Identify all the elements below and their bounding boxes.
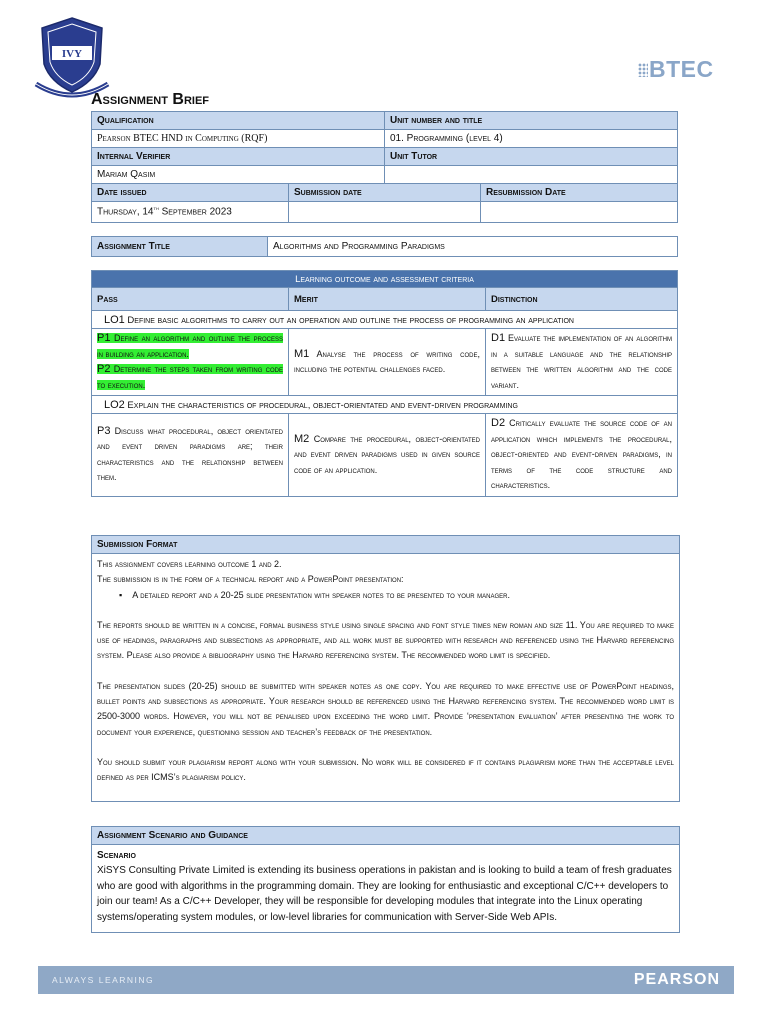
unit-tutor-value	[385, 166, 678, 184]
resubmission-date-value	[481, 202, 678, 223]
lo1-row: LO1 Define basic algorithms to carry out an operation and outline the process of programming an application	[92, 311, 678, 329]
distinction-label: Distinction	[486, 288, 678, 311]
btec-dots-icon	[638, 63, 648, 77]
d1-cell: D1 Evaluate the implementation of an algorithm in a suitable language and the relationship between the written algorithm and the code variant.	[486, 329, 678, 396]
pearson-logo: PEARSON	[633, 971, 720, 988]
submission-format-body	[92, 554, 679, 801]
qualification-label: Qualification	[92, 112, 385, 130]
internal-verifier-value: Mariam Qasim	[92, 166, 385, 184]
bullet-icon: ▪	[119, 589, 133, 600]
footer-bar	[38, 966, 734, 994]
submission-para-2: The presentation slides (20-25) should be submitted with speaker notes as one copy. You are required to make effective use of PowerPoint headings, bullet points and subsections as appropriate. Your research should be referenced using the Harvard referencing system. The recommended word limit is 2500-3000 words. However, you will not be penalised upon exceeding the word limit. Provide ‘presentation evaluation’ after presenting the work to document your experience, questioning session and teacher’s feedback of the presentation.	[97, 680, 674, 737]
scenario-header: Assignment Scenario and Guidance	[92, 827, 679, 845]
scenario-box	[91, 826, 680, 933]
scenario-subheader: Scenario	[97, 850, 136, 861]
internal-verifier-label: Internal Verifier	[92, 148, 385, 166]
submission-bullet: ▪ A detailed report and a 20-25 slide presentation with speaker notes to be presented to your manager.	[119, 589, 510, 600]
footer-tagline: ALWAYS LEARNING	[52, 975, 155, 985]
unit-tutor-label: Unit Tutor	[385, 148, 678, 166]
scenario-text: XiSYS Consulting Private Limited is extending its business operations in pakistan and is looking to build a team of fresh graduates who are good with algorithms in the programming domain. They are looking for enthusiastic and exceptional C/C++ developers to join our team! As a C/C++ Developer, they will be responsible for developing modules that integrate into the Linux operating systems/operating system modules, or low-level libraries for communication with Server-Side Web APIs.	[97, 865, 672, 923]
submission-line-1: This assignment covers learning outcome 1 and 2.	[97, 559, 282, 569]
assignment-title-value: Algorithms and Programming Paradigms	[268, 237, 678, 257]
brief-info-table	[91, 111, 678, 223]
btec-logo	[638, 56, 714, 83]
assignment-title-table	[91, 236, 678, 257]
criteria-header: Learning outcome and assessment criteria	[92, 271, 678, 288]
unit-label: Unit number and title	[385, 112, 678, 130]
page-title: Assignment Brief	[91, 91, 210, 108]
submission-para-3: You should submit your plagiarism report along with your submission. No work will be considered if it contains plagiarism more than the acceptable level defined as per ICMS’s plagiarism policy.	[97, 756, 674, 783]
criteria-table	[91, 270, 678, 497]
submission-line-2: The submission is in the form of a technical report and a PowerPoint presentation:	[97, 574, 404, 585]
submission-format-box	[91, 535, 680, 802]
scenario-body	[92, 845, 679, 932]
ivy-logo	[32, 14, 112, 100]
btec-logo-text: BTEC	[649, 56, 714, 82]
d2-cell: D2 Critically evaluate the source code of an application which implements the procedural, object-oriented and event-driven paradigms, in terms of the code structure and characteristics.	[486, 414, 678, 497]
date-issued-label: Date issued	[92, 184, 289, 202]
qualification-value: Pearson BTEC HND in Computing (RQF)	[92, 130, 385, 148]
submission-format-header: Submission Format	[92, 536, 679, 554]
assignment-title-label: Assignment Title	[92, 237, 268, 257]
p1-p2-cell: P1 Define an algorithm and outline the process in building an application. P2 Determine the steps taken from writing code to execution.	[92, 329, 289, 396]
lo2-row: LO2 Explain the characteristics of procedural, object-orientated and event-driven programming	[92, 396, 678, 414]
date-issued-value: Thursday, 14th September 2023	[92, 202, 289, 223]
unit-value: 01. Programming (level 4)	[385, 130, 678, 148]
submission-date-value	[289, 202, 481, 223]
submission-date-label: Submission date	[289, 184, 481, 202]
resubmission-date-label: Resubmission Date	[481, 184, 678, 202]
m1-cell: M1 Analyse the process of writing code, including the potential challenges faced.	[289, 329, 486, 396]
submission-para-1: The reports should be written in a concise, formal business style using single spacing and font style times new roman and size 11. You are required to make use of headings, paragraphs and subsections as appropriate, and all work must be supported with research and referenced using the Harvard referencing system. Please also provide a bibliography using the Harvard referencing system. The recommended word limit is specified.	[97, 619, 674, 661]
p3-cell: P3 Discuss what procedural, object orientated and event driven paradigms are; their characteristics and the relationship between them.	[92, 414, 289, 497]
pass-label: Pass	[92, 288, 289, 311]
merit-label: Merit	[289, 288, 486, 311]
ivy-logo-text: IVY	[61, 48, 83, 60]
m2-cell: M2 Compare the procedural, object-orientated and event driven paradigms used in given source code of an application.	[289, 414, 486, 497]
